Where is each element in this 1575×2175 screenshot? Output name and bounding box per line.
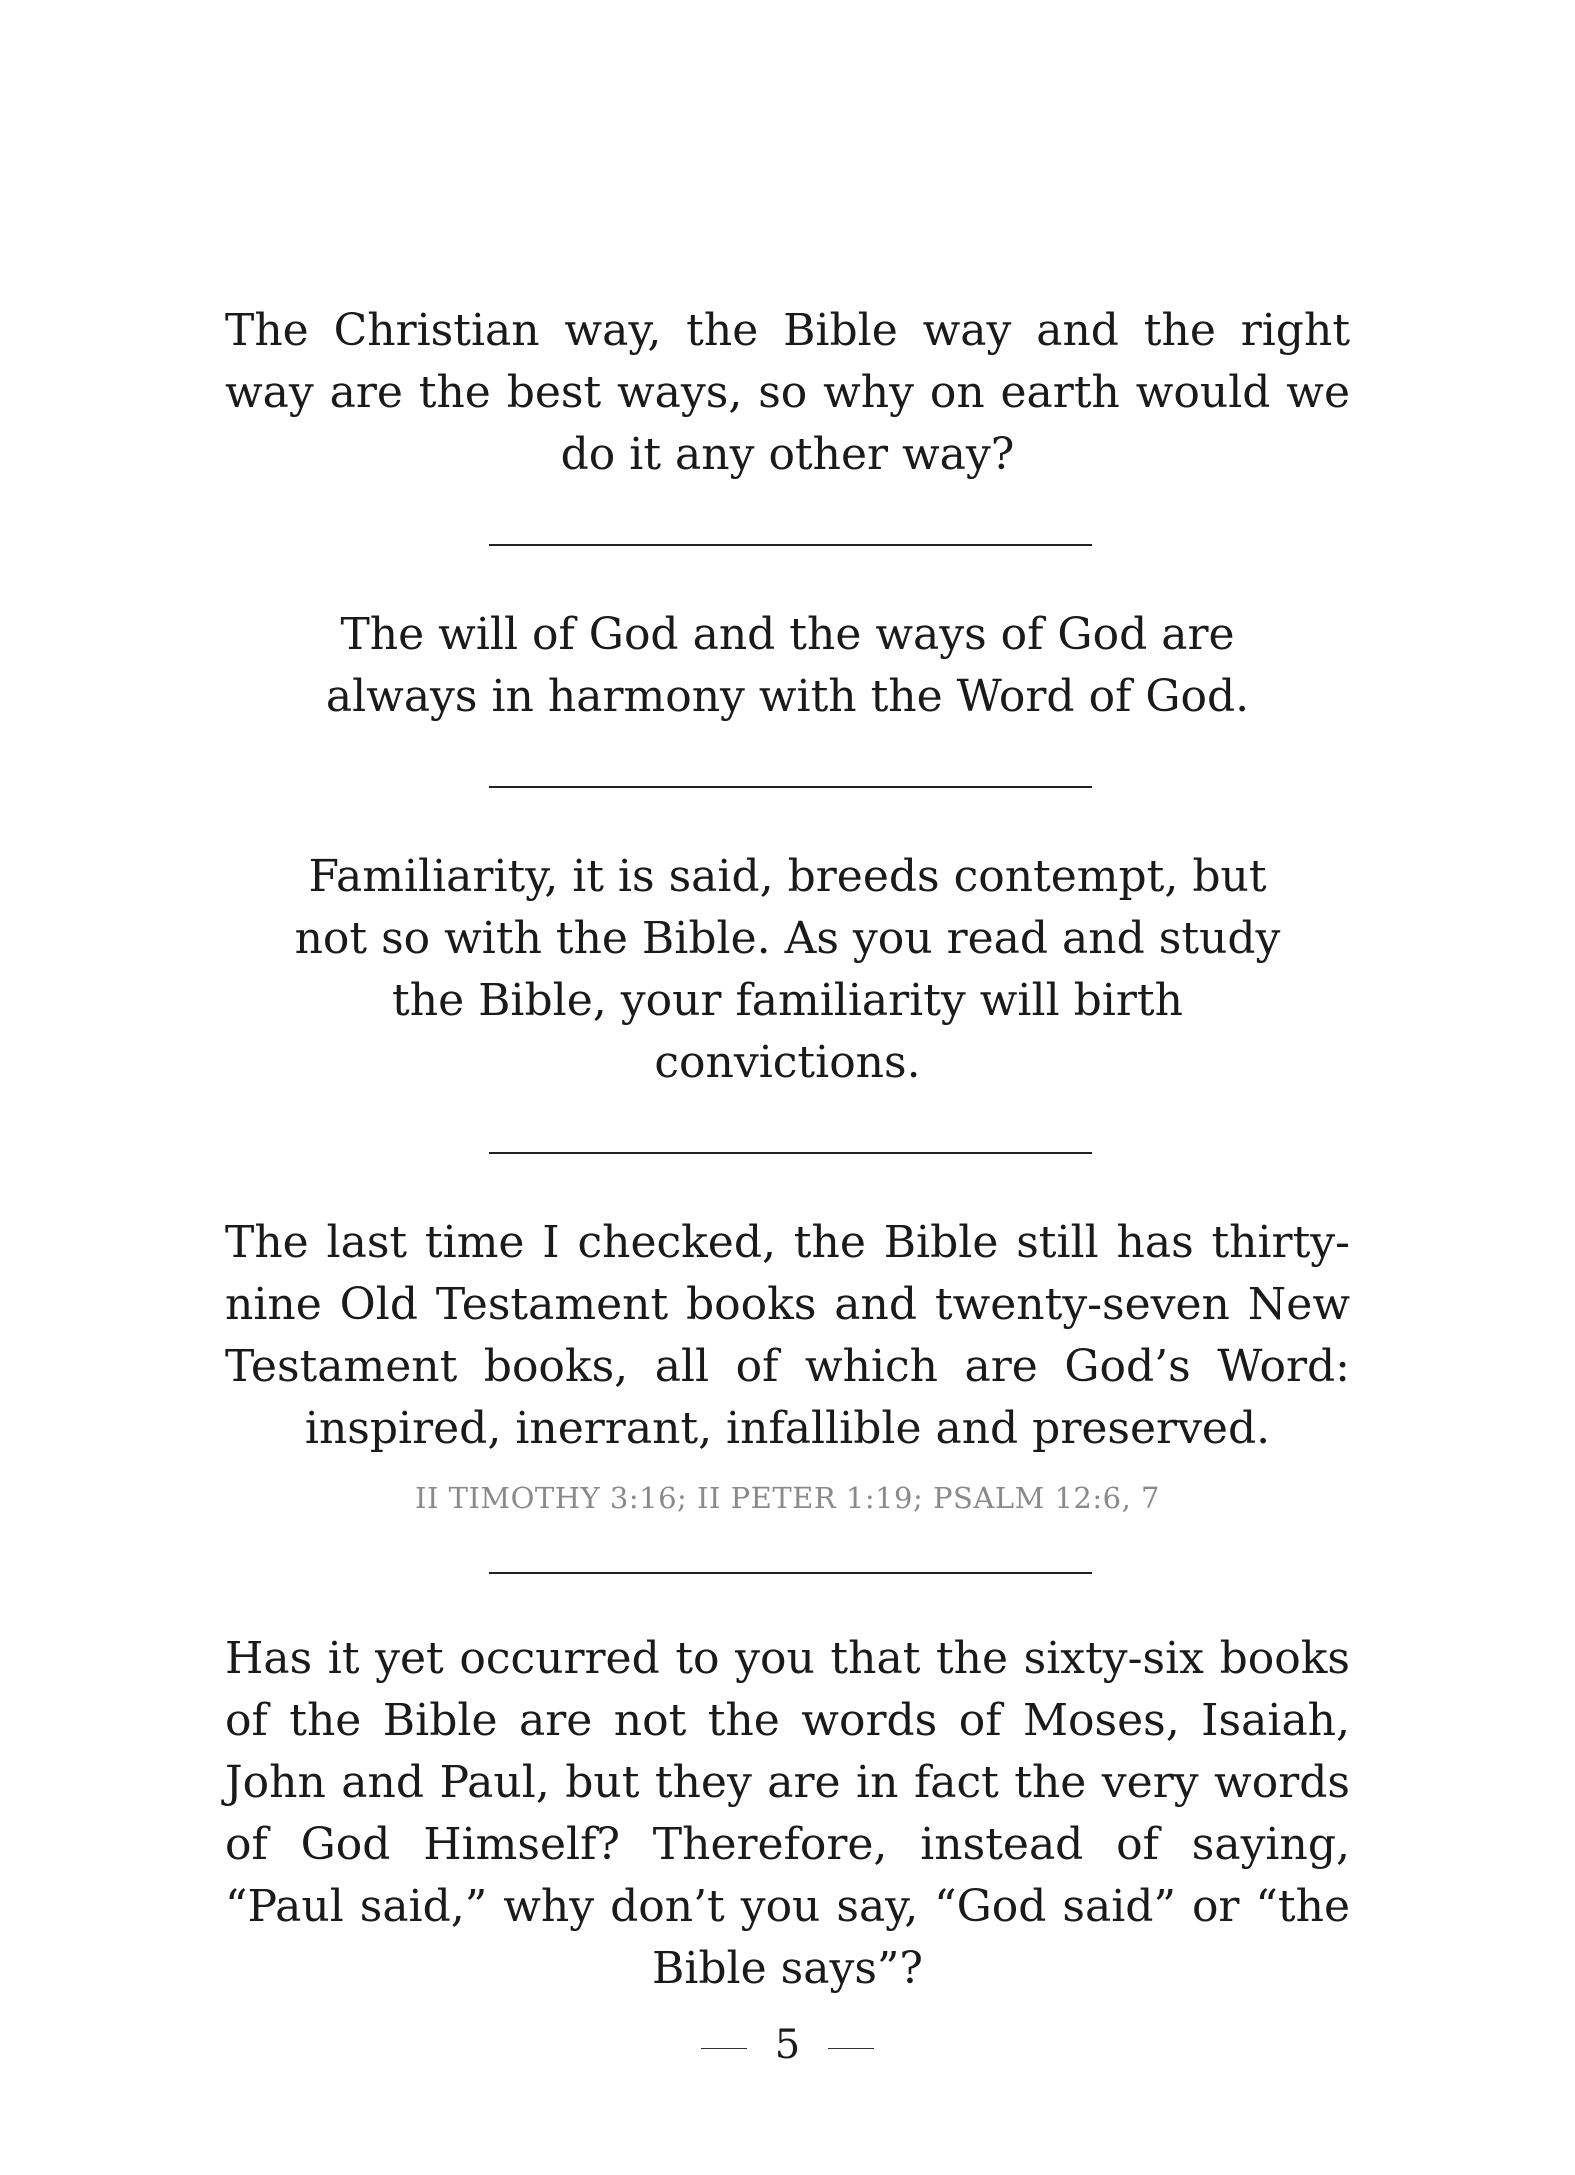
page-number: 5 xyxy=(774,2022,801,2068)
quote-1: The Christian way, the Bible way and the right way are the best ways, so why on earth would we do it any other way? xyxy=(225,305,1350,480)
divider xyxy=(489,1152,1092,1154)
page-content xyxy=(225,300,1350,2000)
footer-dash-left xyxy=(701,2048,747,2049)
quote-5: Has it yet occurred to you that the sixty-six books of the Bible are not the words of Moses, Isaiah, John and Paul, but they are in fact the very words of God Himself? Therefore, instead of saying, “Paul said,” why don’t you say, “God said” or “the Bible says”? xyxy=(225,1633,1350,1994)
divider xyxy=(489,1572,1092,1574)
divider xyxy=(489,786,1092,788)
scripture-reference: II TIMOTHY 3:16; II PETER 1:19; PSALM 12:6, 7 xyxy=(415,1481,1160,1515)
quote-4: The last time I checked, the Bible still has thirty-nine Old Testament books and twenty-seven New Testament books, all of which are God’s Word: inspired, inerrant, infallible and preserved. xyxy=(225,1217,1350,1454)
page-footer xyxy=(0,2022,1575,2068)
divider xyxy=(489,544,1092,546)
footer-dash-right xyxy=(828,2048,874,2049)
quote-2: The will of God and the ways of God are always in harmony with the Word of God. xyxy=(325,609,1250,722)
quote-4-block xyxy=(225,1212,1350,1518)
quote-3: Familiarity, it is said, breeds contempt, but not so with the Bible. As you read and study the Bible, your familiarity will birth convictions. xyxy=(294,851,1281,1088)
